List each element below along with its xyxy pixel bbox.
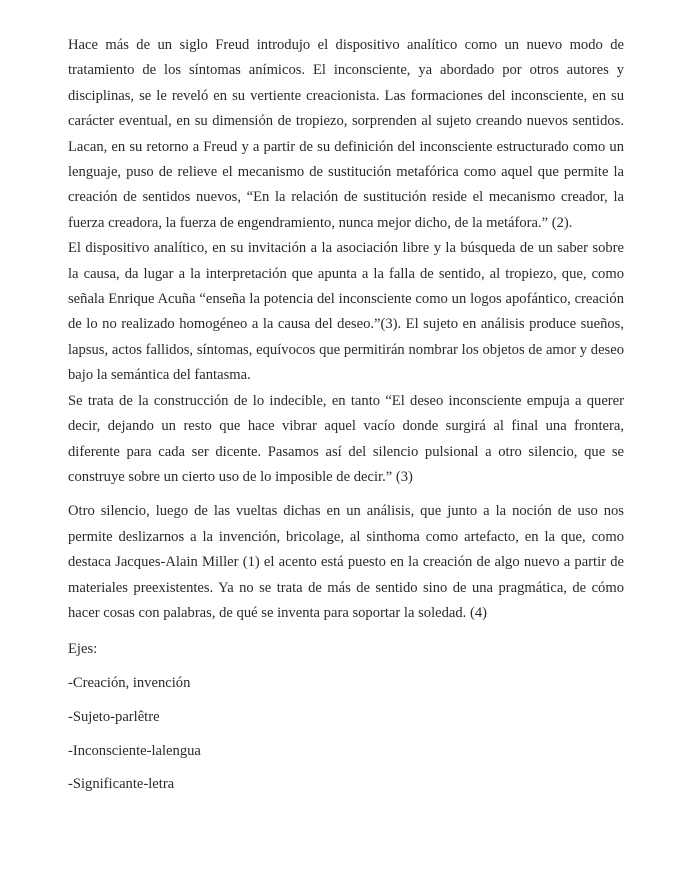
axes-list (68, 671, 624, 798)
paragraph-freud-dispositivo: Hace más de un siglo Freud introdujo el dispositivo analítico como un nuevo modo de tratamiento de los síntomas anímicos. El inconsciente, ya abordado por otros autores y disciplinas, se le reveló en su vertiente creacionista. Las formaciones del inconsciente, en su carácter eventual, en su dimensión de tropiezo, sorprenden al sujeto creando nuevos sentidos. Lacan, en su retorno a Freud y a partir de su definición del inconsciente estructurado como un lenguaje, puso de relieve el mecanismo de sustitución metafórica como aquel que permite la creación de sentidos nuevos, “En la relación de sustitución reside el mecanismo creador, la fuerza creadora, la fuerza de engendramiento, nunca mejor dicho, de la metáfora.” (2). (68, 37, 624, 231)
axis-item-inconsciente: -Inconsciente-lalengua (68, 742, 201, 759)
axis-item-creacion: -Creación, invención (68, 674, 191, 691)
document-page (68, 33, 624, 806)
paragraph-construccion-indecible: Se trata de la construcción de lo indecible, en tanto “El deseo inconsciente empuja a querer decir, dejando un resto que hace vibrar aquel vacío donde surgirá al final una frontera, diferente para cada ser dicente. Pasamos así del silencio pulsional a otro silencio, que se construye sobre un cierto uso de lo imposible de decir.” (3) (68, 392, 624, 485)
paragraph-dispositivo-analitico: El dispositivo analítico, en su invitación a la asociación libre y la búsqueda de un saber sobre la causa, da lugar a la interpretación que apunta a la falla de sentido, al tropiezo, que, como señala Enrique Acuña “enseña la potencia del inconsciente como un logos apofántico, creación de lo no realizado homogéneo a la causa del deseo.”(3). El sujeto en análisis produce sueños, lapsus, actos fallidos, síntomas, equívocos que permitirán nombrar los objetos de amor y deseo bajo la semántica del fantasma. (68, 240, 624, 384)
paragraph-otro-silencio: Otro silencio, luego de las vueltas dichas en un análisis, que junto a la noción de uso nos permite deslizarnos a la invención, bricolage, al sinthoma como artefacto, en la que, como destaca Jacques-Alain Miller (1) el acento está puesto en la creación de algo nuevo a partir de materiales preexistentes. Ya no se trata de más de sentido sino de una pragmática, de cómo hacer cosas con palabras, de qué se inventa para soportar la soledad. (4) (68, 503, 624, 621)
axis-item-significante: -Significante-letra (68, 776, 175, 793)
axes-heading: Ejes: (68, 641, 98, 658)
axis-item-sujeto: -Sujeto-parlêtre (68, 708, 160, 725)
